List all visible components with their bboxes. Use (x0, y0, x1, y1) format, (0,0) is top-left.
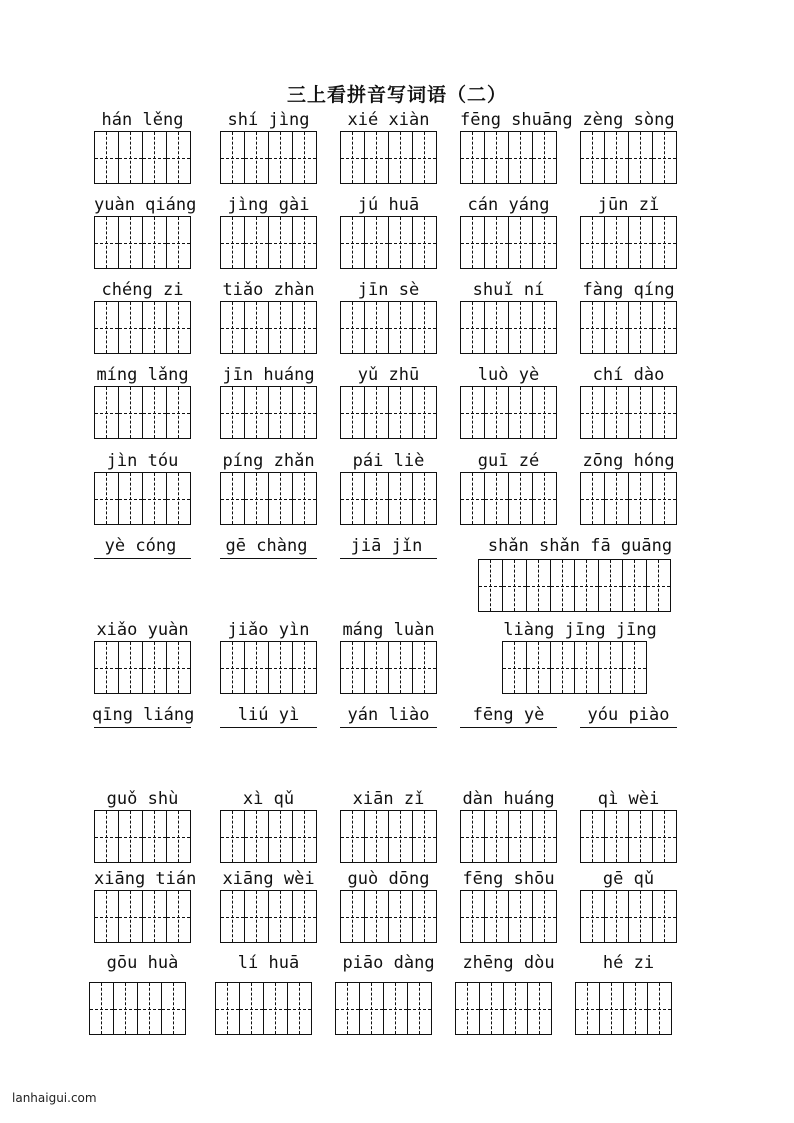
tianzige-cell[interactable] (365, 642, 389, 693)
tianzige-cell[interactable] (293, 132, 316, 183)
writing-grid[interactable] (220, 216, 317, 269)
pinyin-label: fēng yè (472, 705, 545, 725)
tianzige-cell[interactable] (245, 811, 269, 862)
writing-grid[interactable] (340, 386, 437, 439)
answer-underline[interactable] (580, 727, 677, 728)
tianzige-cell[interactable] (341, 387, 365, 438)
tianzige-cell[interactable] (533, 811, 556, 862)
tianzige-cell[interactable] (119, 302, 143, 353)
tianzige-cell[interactable] (629, 387, 653, 438)
writing-grid[interactable] (575, 982, 672, 1035)
writing-grid[interactable] (220, 641, 317, 694)
tianzige-cell[interactable] (389, 387, 413, 438)
writing-grid[interactable] (340, 216, 437, 269)
tianzige-cell[interactable] (245, 302, 269, 353)
tianzige-cell[interactable] (503, 560, 527, 611)
tianzige-cell[interactable] (581, 132, 605, 183)
answer-underline[interactable] (94, 558, 191, 559)
tianzige-cell[interactable] (365, 387, 389, 438)
tianzige-cell[interactable] (629, 132, 653, 183)
tianzige-cell[interactable] (527, 560, 551, 611)
tianzige-cell[interactable] (341, 642, 365, 693)
pinyin-label: pái liè (352, 451, 425, 471)
tianzige-cell[interactable] (269, 642, 293, 693)
tianzige-cell[interactable] (461, 217, 485, 268)
pinyin-label: shǎn shǎn fā guāng (487, 536, 673, 556)
tianzige-cell[interactable] (143, 217, 167, 268)
tianzige-cell[interactable] (365, 217, 389, 268)
tianzige-cell[interactable] (269, 217, 293, 268)
tianzige-cell[interactable] (653, 217, 676, 268)
tianzige-cell[interactable] (647, 560, 670, 611)
writing-grid[interactable] (94, 301, 191, 354)
tianzige-cell[interactable] (581, 811, 605, 862)
tianzige-cell[interactable] (95, 473, 119, 524)
pinyin-label: guò dōng (347, 869, 430, 889)
writing-grid[interactable] (580, 810, 677, 863)
tianzige-cell[interactable] (528, 983, 551, 1034)
writing-grid[interactable] (220, 472, 317, 525)
tianzige-cell[interactable] (581, 473, 605, 524)
tianzige-cell[interactable] (461, 473, 485, 524)
pinyin-label: jìng gài (227, 195, 310, 215)
tianzige-cell[interactable] (293, 642, 316, 693)
pinyin-label: xiāng wèi (222, 869, 315, 889)
tianzige-cell[interactable] (365, 891, 389, 942)
tianzige-cell[interactable] (485, 132, 509, 183)
tianzige-cell[interactable] (245, 132, 269, 183)
writing-grid[interactable] (94, 386, 191, 439)
tianzige-cell[interactable] (623, 560, 647, 611)
tianzige-cell[interactable] (95, 217, 119, 268)
tianzige-cell[interactable] (119, 132, 143, 183)
tianzige-cell[interactable] (653, 473, 676, 524)
tianzige-cell[interactable] (485, 811, 509, 862)
pinyin-label: fēng shōu (462, 869, 555, 889)
tianzige-cell[interactable] (509, 217, 533, 268)
tianzige-cell[interactable] (389, 132, 413, 183)
answer-underline[interactable] (340, 727, 437, 728)
pinyin-label: xié xiàn (347, 110, 430, 130)
tianzige-cell[interactable] (269, 132, 293, 183)
writing-grid[interactable] (502, 641, 647, 694)
tianzige-cell[interactable] (581, 891, 605, 942)
writing-grid[interactable] (220, 386, 317, 439)
pinyin-label: zhēng dòu (462, 953, 555, 973)
tianzige-cell[interactable] (138, 983, 162, 1034)
tianzige-cell[interactable] (114, 983, 138, 1034)
pinyin-label: xiāng tián (94, 869, 197, 889)
tianzige-cell[interactable] (245, 473, 269, 524)
tianzige-cell[interactable] (341, 132, 365, 183)
writing-grid[interactable] (580, 216, 677, 269)
tianzige-cell[interactable] (221, 811, 245, 862)
pinyin-label: jiā jǐn (350, 536, 423, 556)
tianzige-cell[interactable] (288, 983, 311, 1034)
writing-grid[interactable] (580, 386, 677, 439)
tianzige-cell[interactable] (648, 983, 671, 1034)
pinyin-label: shuǐ ní (472, 280, 545, 300)
writing-grid[interactable] (460, 890, 557, 943)
writing-grid[interactable] (220, 301, 317, 354)
tianzige-cell[interactable] (245, 217, 269, 268)
tianzige-cell[interactable] (95, 811, 119, 862)
tianzige-cell[interactable] (221, 217, 245, 268)
pinyin-label: hán lěng (101, 110, 184, 130)
pinyin-label: xì qǔ (242, 789, 295, 809)
tianzige-cell[interactable] (221, 473, 245, 524)
tianzige-cell[interactable] (245, 642, 269, 693)
tianzige-cell[interactable] (653, 132, 676, 183)
tianzige-cell[interactable] (629, 473, 653, 524)
tianzige-cell[interactable] (365, 473, 389, 524)
pinyin-label: fàng qíng (582, 280, 675, 300)
tianzige-cell[interactable] (143, 642, 167, 693)
tianzige-cell[interactable] (119, 217, 143, 268)
writing-grid[interactable] (220, 810, 317, 863)
tianzige-cell[interactable] (293, 473, 316, 524)
tianzige-cell[interactable] (509, 473, 533, 524)
tianzige-cell[interactable] (413, 811, 436, 862)
tianzige-cell[interactable] (269, 811, 293, 862)
tianzige-cell[interactable] (527, 642, 551, 693)
tianzige-cell[interactable] (485, 473, 509, 524)
pinyin-label: míng lǎng (96, 365, 189, 385)
pinyin-label: jiǎo yìn (227, 620, 310, 640)
tianzige-cell[interactable] (95, 642, 119, 693)
tianzige-cell[interactable] (629, 302, 653, 353)
tianzige-cell[interactable] (341, 217, 365, 268)
tianzige-cell[interactable] (95, 387, 119, 438)
pinyin-label: máng luàn (342, 620, 435, 640)
writing-grid[interactable] (340, 131, 437, 184)
tianzige-cell[interactable] (293, 811, 316, 862)
tianzige-cell[interactable] (413, 302, 436, 353)
writing-grid[interactable] (215, 982, 312, 1035)
tianzige-cell[interactable] (293, 302, 316, 353)
tianzige-cell[interactable] (408, 983, 431, 1034)
tianzige-cell[interactable] (461, 302, 485, 353)
tianzige-cell[interactable] (605, 891, 629, 942)
pinyin-label: jīn sè (357, 280, 420, 300)
writing-grid[interactable] (94, 216, 191, 269)
tianzige-cell[interactable] (389, 217, 413, 268)
tianzige-cell[interactable] (293, 891, 316, 942)
tianzige-cell[interactable] (509, 387, 533, 438)
tianzige-cell[interactable] (575, 560, 599, 611)
tianzige-cell[interactable] (605, 132, 629, 183)
tianzige-cell[interactable] (605, 387, 629, 438)
tianzige-cell[interactable] (119, 891, 143, 942)
pinyin-label: gē chàng (225, 536, 308, 556)
tianzige-cell[interactable] (581, 302, 605, 353)
tianzige-cell[interactable] (119, 473, 143, 524)
writing-grid[interactable] (455, 982, 552, 1035)
tianzige-cell[interactable] (533, 387, 556, 438)
tianzige-cell[interactable] (95, 891, 119, 942)
writing-grid[interactable] (220, 890, 317, 943)
pinyin-label: yán liào (347, 705, 430, 725)
tianzige-cell[interactable] (167, 387, 190, 438)
tianzige-cell[interactable] (269, 473, 293, 524)
writing-grid[interactable] (340, 890, 437, 943)
writing-grid[interactable] (94, 641, 191, 694)
tianzige-cell[interactable] (365, 302, 389, 353)
tianzige-cell[interactable] (653, 302, 676, 353)
pinyin-label: píng zhǎn (222, 451, 315, 471)
tianzige-cell[interactable] (389, 891, 413, 942)
page-title: 三上看拼音写词语（二） (286, 84, 507, 106)
tianzige-cell[interactable] (605, 811, 629, 862)
tianzige-cell[interactable] (143, 387, 167, 438)
writing-grid[interactable] (580, 472, 677, 525)
writing-grid[interactable] (89, 982, 186, 1035)
tianzige-cell[interactable] (245, 891, 269, 942)
tianzige-cell[interactable] (167, 217, 190, 268)
answer-underline[interactable] (340, 558, 437, 559)
tianzige-cell[interactable] (605, 473, 629, 524)
tianzige-cell[interactable] (143, 302, 167, 353)
pinyin-label: chéng zi (101, 280, 184, 300)
answer-underline[interactable] (94, 727, 191, 728)
tianzige-cell[interactable] (605, 302, 629, 353)
writing-grid[interactable] (94, 890, 191, 943)
tianzige-cell[interactable] (533, 891, 556, 942)
tianzige-cell[interactable] (551, 642, 575, 693)
tianzige-cell[interactable] (461, 387, 485, 438)
pinyin-label: lí huā (237, 953, 300, 973)
pinyin-label: liàng jīng jīng (503, 620, 657, 640)
tianzige-cell[interactable] (143, 473, 167, 524)
writing-grid[interactable] (340, 810, 437, 863)
tianzige-cell[interactable] (221, 302, 245, 353)
writing-grid[interactable] (580, 301, 677, 354)
tianzige-cell[interactable] (240, 983, 264, 1034)
writing-grid[interactable] (220, 131, 317, 184)
writing-grid[interactable] (94, 472, 191, 525)
pinyin-label: jú huā (357, 195, 420, 215)
tianzige-cell[interactable] (629, 217, 653, 268)
tianzige-cell[interactable] (389, 302, 413, 353)
tianzige-cell[interactable] (221, 387, 245, 438)
answer-underline[interactable] (220, 558, 317, 559)
tianzige-cell[interactable] (575, 642, 599, 693)
pinyin-label: cán yáng (467, 195, 550, 215)
pinyin-label: chí dào (592, 365, 665, 385)
pinyin-label: zèng sòng (582, 110, 675, 130)
pinyin-label: gē qǔ (602, 869, 655, 889)
tianzige-cell[interactable] (216, 983, 240, 1034)
tianzige-cell[interactable] (389, 642, 413, 693)
tianzige-cell[interactable] (269, 891, 293, 942)
tianzige-cell[interactable] (576, 983, 600, 1034)
tianzige-cell[interactable] (413, 217, 436, 268)
pinyin-label: xiǎo yuàn (96, 620, 189, 640)
pinyin-label: zōng hóng (582, 451, 675, 471)
tianzige-cell[interactable] (167, 811, 190, 862)
tianzige-cell[interactable] (485, 302, 509, 353)
tianzige-cell[interactable] (456, 983, 480, 1034)
tianzige-cell[interactable] (533, 473, 556, 524)
tianzige-cell[interactable] (90, 983, 114, 1034)
tianzige-cell[interactable] (605, 217, 629, 268)
tianzige-cell[interactable] (461, 132, 485, 183)
pinyin-label: yè cóng (104, 536, 177, 556)
pinyin-label: jīn huáng (222, 365, 315, 385)
tianzige-cell[interactable] (653, 811, 676, 862)
tianzige-cell[interactable] (95, 132, 119, 183)
tianzige-cell[interactable] (341, 473, 365, 524)
tianzige-cell[interactable] (221, 642, 245, 693)
tianzige-cell[interactable] (245, 387, 269, 438)
writing-grid[interactable] (335, 982, 432, 1035)
pinyin-label: guī zé (477, 451, 540, 471)
tianzige-cell[interactable] (119, 642, 143, 693)
writing-grid[interactable] (94, 810, 191, 863)
tianzige-cell[interactable] (653, 891, 676, 942)
tianzige-cell[interactable] (533, 217, 556, 268)
tianzige-cell[interactable] (509, 891, 533, 942)
tianzige-cell[interactable] (293, 217, 316, 268)
writing-grid[interactable] (460, 810, 557, 863)
tianzige-cell[interactable] (221, 132, 245, 183)
tianzige-cell[interactable] (365, 132, 389, 183)
pinyin-label: hé zi (602, 953, 655, 973)
tianzige-cell[interactable] (504, 983, 528, 1034)
pinyin-label: liú yì (237, 705, 300, 725)
writing-grid[interactable] (460, 472, 557, 525)
tianzige-cell[interactable] (629, 811, 653, 862)
pinyin-label: yuàn qiáng (94, 195, 197, 215)
tianzige-cell[interactable] (533, 302, 556, 353)
tianzige-cell[interactable] (264, 983, 288, 1034)
tianzige-cell[interactable] (413, 642, 436, 693)
tianzige-cell[interactable] (461, 891, 485, 942)
tianzige-cell[interactable] (413, 891, 436, 942)
pinyin-label: yǔ zhū (357, 365, 420, 385)
tianzige-cell[interactable] (624, 983, 648, 1034)
tianzige-cell[interactable] (119, 811, 143, 862)
pinyin-label: tiǎo zhàn (222, 280, 315, 300)
tianzige-cell[interactable] (293, 387, 316, 438)
pinyin-label: xiān zǐ (352, 789, 425, 809)
pinyin-label: guǒ shù (106, 789, 179, 809)
tianzige-cell[interactable] (143, 132, 167, 183)
tianzige-cell[interactable] (341, 891, 365, 942)
tianzige-cell[interactable] (413, 387, 436, 438)
pinyin-label: gōu huà (106, 953, 179, 973)
tianzige-cell[interactable] (461, 811, 485, 862)
tianzige-cell[interactable] (479, 560, 503, 611)
pinyin-label: piāo dàng (342, 953, 435, 973)
tianzige-cell[interactable] (600, 983, 624, 1034)
tianzige-cell[interactable] (485, 891, 509, 942)
pinyin-label: jìn tóu (106, 451, 179, 471)
tianzige-cell[interactable] (629, 891, 653, 942)
tianzige-cell[interactable] (509, 302, 533, 353)
tianzige-cell[interactable] (623, 642, 646, 693)
tianzige-cell[interactable] (599, 642, 623, 693)
pinyin-label: fēng shuāng (460, 110, 573, 130)
tianzige-cell[interactable] (480, 983, 504, 1034)
answer-underline[interactable] (460, 727, 557, 728)
tianzige-cell[interactable] (413, 132, 436, 183)
tianzige-cell[interactable] (389, 473, 413, 524)
pinyin-label: dàn huáng (462, 789, 555, 809)
tianzige-cell[interactable] (581, 387, 605, 438)
writing-grid[interactable] (460, 386, 557, 439)
tianzige-cell[interactable] (485, 387, 509, 438)
tianzige-cell[interactable] (221, 891, 245, 942)
writing-grid[interactable] (460, 131, 557, 184)
tianzige-cell[interactable] (551, 560, 575, 611)
pinyin-label: luò yè (477, 365, 540, 385)
tianzige-cell[interactable] (503, 642, 527, 693)
tianzige-cell[interactable] (162, 983, 185, 1034)
tianzige-cell[interactable] (485, 217, 509, 268)
writing-grid[interactable] (340, 472, 437, 525)
writing-grid[interactable] (580, 890, 677, 943)
tianzige-cell[interactable] (509, 132, 533, 183)
tianzige-cell[interactable] (95, 302, 119, 353)
tianzige-cell[interactable] (167, 132, 190, 183)
writing-grid[interactable] (460, 216, 557, 269)
writing-grid[interactable] (478, 559, 671, 612)
pinyin-label: qīng liáng (92, 705, 195, 725)
tianzige-cell[interactable] (413, 473, 436, 524)
tianzige-cell[interactable] (143, 811, 167, 862)
writing-grid[interactable] (340, 301, 437, 354)
tianzige-cell[interactable] (365, 811, 389, 862)
tianzige-cell[interactable] (533, 132, 556, 183)
tianzige-cell[interactable] (269, 387, 293, 438)
tianzige-cell[interactable] (336, 983, 360, 1034)
answer-underline[interactable] (220, 727, 317, 728)
pinyin-label: jūn zǐ (597, 195, 660, 215)
tianzige-cell[interactable] (341, 811, 365, 862)
pinyin-label: shí jìng (227, 110, 310, 130)
tianzige-cell[interactable] (119, 387, 143, 438)
tianzige-cell[interactable] (581, 217, 605, 268)
pinyin-label: qì wèi (597, 789, 660, 809)
tianzige-cell[interactable] (269, 302, 293, 353)
footer-watermark: lanhaigui.com (12, 1091, 97, 1105)
tianzige-cell[interactable] (167, 642, 190, 693)
tianzige-cell[interactable] (143, 891, 167, 942)
tianzige-cell[interactable] (389, 811, 413, 862)
tianzige-cell[interactable] (341, 302, 365, 353)
tianzige-cell[interactable] (384, 983, 408, 1034)
tianzige-cell[interactable] (167, 891, 190, 942)
tianzige-cell[interactable] (599, 560, 623, 611)
writing-grid[interactable] (460, 301, 557, 354)
tianzige-cell[interactable] (653, 387, 676, 438)
writing-grid[interactable] (94, 131, 191, 184)
writing-grid[interactable] (340, 641, 437, 694)
pinyin-label: yóu piào (587, 705, 670, 725)
tianzige-cell[interactable] (167, 473, 190, 524)
writing-grid[interactable] (580, 131, 677, 184)
tianzige-cell[interactable] (360, 983, 384, 1034)
tianzige-cell[interactable] (509, 811, 533, 862)
tianzige-cell[interactable] (167, 302, 190, 353)
